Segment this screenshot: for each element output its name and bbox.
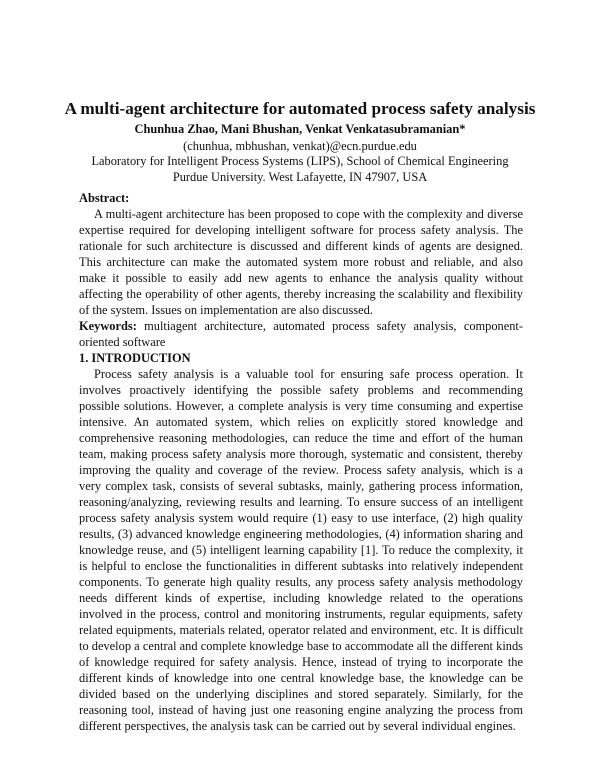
keywords-text: multiagent architecture, automated process safety analysis, component-oriented software [79,319,523,349]
introduction-text: Process safety analysis is a valuable tool for ensuring safe process operation. It involves proactively identifying the possible safety problems and recommending possible solutions. However, a complete analysis is very time consuming and expertise intensive. An automated system, which relies on explicitly stored knowledge and comprehensive reasoning methodologies, can reduce the time and effort of the human team, making process safety analysis more thorough, systematic and consistent, thereby improving the quality and coverage of the review. Process safety analysis, which is a very complex task, consists of several subtasks, mainly, gathering process information, reasoning/analyzing, reviewing results and learning. To ensure success of an intelligent process safety analysis system would require (1) easy to use interface, (2) high quality results, (3) advanced knowledge engineering methodologies, (4) information sharing and knowledge reuse, and (5) intelligent learning capability [1]. To reduce the complexity, it is helpful to enclose the functionalities in different subtasks into relatively independent components. To generate high quality results, any process safety analysis methodology needs different kinds of expertise, including knowledge related to the operations involved in the process, control and monitoring instruments, regular equipments, safety related equipments, materials related, operator related and environment, etc. It is difficult to develop a central and complete knowledge base to accommodate all the different kinds of knowledge required for safety analysis. Hence, instead of trying to incorporate the different kinds of knowledge into one central knowledge base, the knowledge can be divided based on the underlying disciplines and stored separately. Similarly, for the reasoning tool, instead of having just one reasoning engine analyzing the process from different perspectives, the analysis task can be carried out by several individual engines. [79,367,523,733]
abstract-text: A multi-agent architecture has been proposed to cope with the complexity and diverse expertise required for developing intelligent software for process safety analysis. The rationale for such architecture is discussed and different kinds of agents are designed. This architecture can make the automated system more robust and reliable, and also make it possible to easily add new agents to enhance the analysis quality without affecting the operability of other agents, thereby increasing the scalability and flexibility of the system. Issues on implementation are also discussed. [79,207,523,317]
author-emails: (chunhua, mbhushan, venkat)@ecn.purdue.edu [183,139,417,153]
introduction-heading: 1. INTRODUCTION [79,351,191,365]
keywords-paragraph [79,318,523,350]
paper-title: A multi-agent architecture for automated process safety analysis [64,99,536,118]
affiliation-line-2: Purdue University. West Lafayette, IN 47907, USA [172,170,428,184]
abstract-heading: Abstract: [79,191,130,205]
paper-authors: Chunhua Zhao, Mani Bhushan, Venkat Venkatasubramanian* [134,122,466,136]
keywords-label: Keywords: [79,319,137,333]
affiliation-line-1: Laboratory for Intelligent Process Systems (LIPS), School of Chemical Engineering [91,154,509,168]
